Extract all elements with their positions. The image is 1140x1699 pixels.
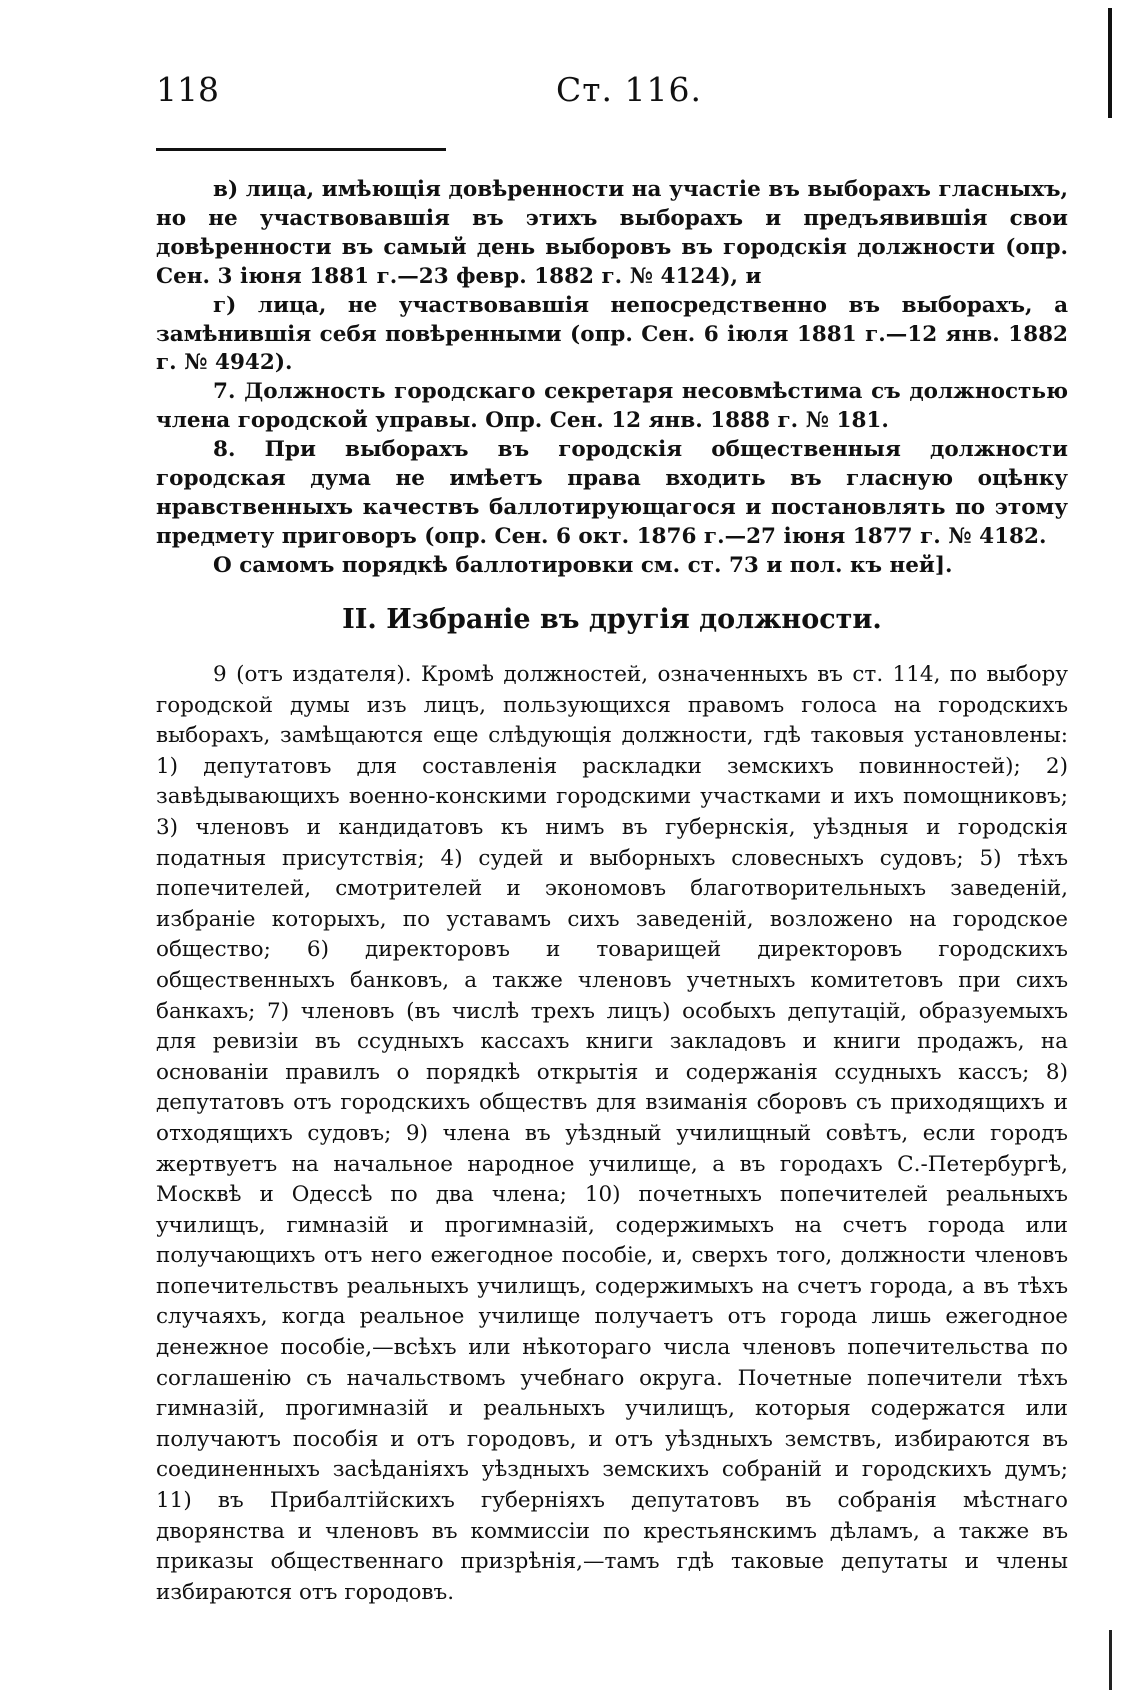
article-reference: Ст. 116. xyxy=(556,70,702,109)
main-paragraph: 9 (отъ издателя). Кромѣ должностей, означенныхъ въ ст. 114, по выбору городской думы изъ лицъ, пользующихся правомъ голоса на городскихъ выборахъ, замѣщаются еще слѣдующія должности, гдѣ таковыя установлены: 1) депутатовъ для составленія раскладки земскихъ повинностей); 2) завѣдывающихъ военно-конскими городскими участками и ихъ помощниковъ; 3) членовъ и кандидатовъ къ нимъ въ губернскія, уѣздныя и городскія податныя присутствія; 4) судей и выборныхъ словесныхъ судовъ; 5) тѣхъ попечителей, смотрителей и экономовъ благотворительныхъ заведеній, избраніе которыхъ, по уставамъ сихъ заведеній, возложено на городское общество; 6) директоровъ и товарищей директоровъ городскихъ общественныхъ банковъ, а также членовъ учетныхъ комитетовъ при сихъ банкахъ; 7) членовъ (въ числѣ трехъ лицъ) особыхъ депутацій, образуемыхъ для ревизіи въ ссудныхъ кассахъ книги закладовъ и книги продажъ, на основаніи правилъ о порядкѣ открытія и содержанія ссудныхъ кассъ; 8) депутатовъ отъ городскихъ обществъ для взиманія сборовъ съ приходящихъ и отходящихъ судовъ; 9) члена въ уѣздный училищный совѣтъ, если городъ жертвуетъ на начальное народное училище, а въ городахъ С.-Петербургѣ, Москвѣ и Одессѣ по два члена; 10) почетныхъ попечителей реальныхъ училищъ, гимназій и прогимназій, содержимыхъ на счетъ города или получающихъ отъ него ежегодное пособіе, и, сверхъ того, должности членовъ попечительствъ реальныхъ училищъ, содержимыхъ на счетъ города, а въ тѣхъ случаяхъ, когда реальное училище получаетъ отъ города лишь ежегодное денежное пособіе,—всѣхъ или нѣкотораго числа членовъ попечительства по соглашенію съ начальствомъ учебнаго округа. Почетные попечители тѣхъ гимназій, прогимназій и реальныхъ училищъ, которыя содержатся или получаютъ пособія и отъ городовъ, и отъ уѣздныхъ земствъ, избираются въ соединенныхъ засѣданіяхъ уѣздныхъ земскихъ собраній и городскихъ думъ; 11) въ Прибалтійскихъ губерніяхъ депутатовъ въ собранія мѣстнаго дворянства и членовъ въ коммиссіи по крестьянскимъ дѣламъ, а также въ приказы общественнаго призрѣнія,—тамъ гдѣ таковые депутаты и члены избираются отъ городовъ. xyxy=(156,662,1068,1605)
page-number: 118 xyxy=(156,70,219,109)
note-paragraph-v: в) лица, имѣющія довѣренности на участіе въ выборахъ гласныхъ, но не участвовавшія въ этихъ выборахъ и предъявившія свои довѣренности въ самый день выборовъ въ городскія должности (опр. Сен. 3 іюня 1881 г.—23 февр. 1882 г. № 4124), и xyxy=(156,177,1068,289)
page-edge-line-bottom xyxy=(1109,1630,1112,1690)
note-paragraph-g: г) лица, не участвовавшія непосредственно въ выборахъ, а замѣнившія себя повѣренными (опр. Сен. 6 іюля 1881 г.—12 янв. 1882 г. № 4942). xyxy=(156,292,1068,376)
note-paragraph-8: 8. При выборахъ въ городскія общественныя должности городская дума не имѣетъ права входить въ гласную оцѣнку нравственныхъ качествъ баллотирующагося и постановлять по этому предмету приговоръ (опр. Сен. 6 окт. 1876 г.—27 іюня 1877 г. № 4182. xyxy=(156,437,1068,549)
note-paragraph-reference: О самомъ порядкѣ баллотировки см. ст. 73 и пол. къ ней]. xyxy=(213,552,953,578)
page-header xyxy=(156,70,1056,120)
page-edge-line xyxy=(1108,8,1112,118)
note-paragraph-7: 7. Должность городскаго секретаря несовмѣстима съ должностью члена городской управы. Опр. Сен. 12 янв. 1888 г. № 181. xyxy=(156,379,1068,434)
notes-block xyxy=(156,176,1068,581)
section-heading: II. Избраніе въ другія должности. xyxy=(342,604,882,635)
main-text-block xyxy=(156,660,1068,1608)
header-rule xyxy=(156,148,446,151)
